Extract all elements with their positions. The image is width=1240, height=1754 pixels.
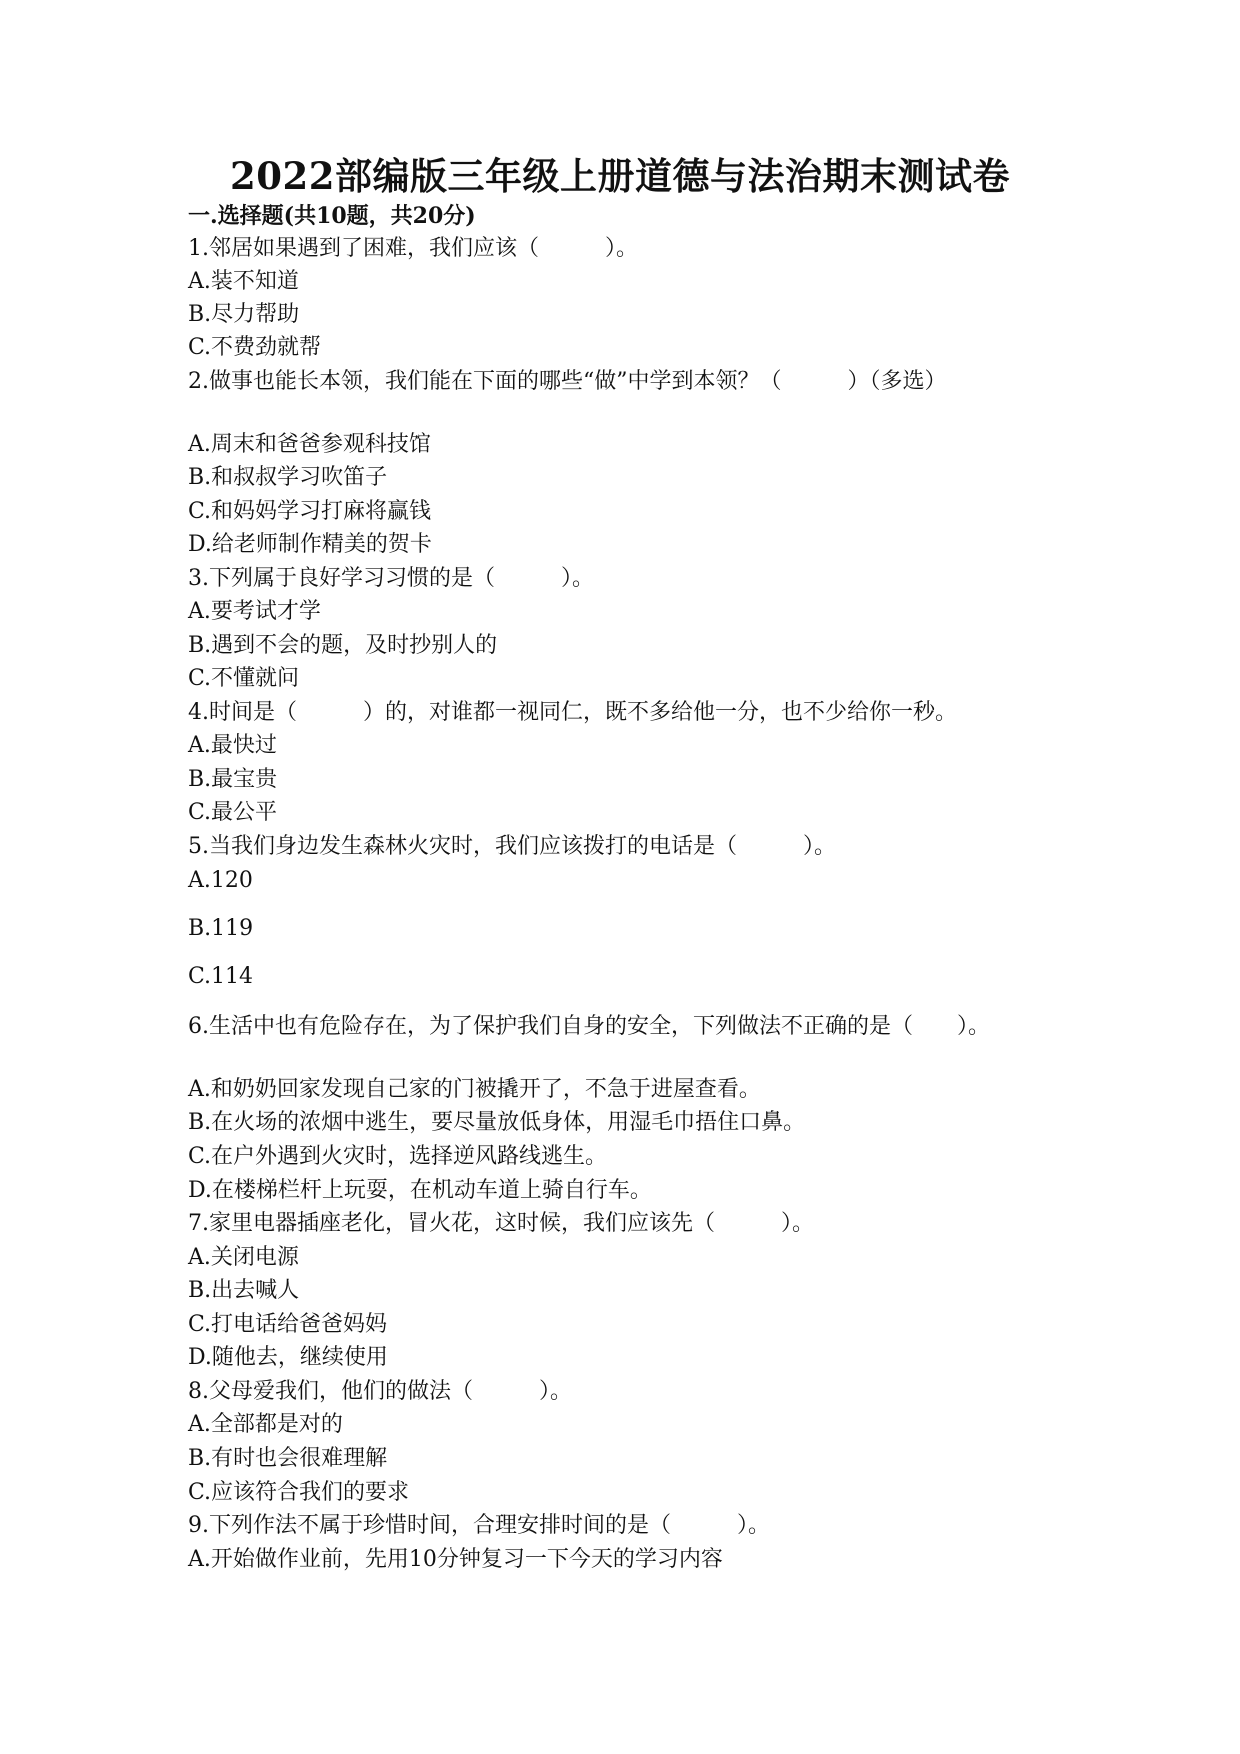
question-9-option-a: A.开始做作业前，先用10分钟复习一下今天的学习内容 <box>188 1547 723 1572</box>
question-2-option-d: D.给老师制作精美的贺卡 <box>188 532 432 557</box>
question-5-option-c: C.114 <box>188 964 254 989</box>
question-6-option-b: B.在火场的浓烟中逃生，要尽量放低身体，用湿毛巾捂住口鼻。 <box>188 1110 806 1135</box>
question-3-option-b: B.遇到不会的题，及时抄别人的 <box>188 633 498 658</box>
question-9-stem: 9.下列作法不属于珍惜时间，合理安排时间的是（ ）。 <box>188 1513 770 1538</box>
question-3-option-a: A.要考试才学 <box>188 599 321 624</box>
question-4-option-c: C.最公平 <box>188 800 278 825</box>
question-5-option-a: A.120 <box>188 868 253 893</box>
question-1-option-c: C.不费劲就帮 <box>188 335 322 360</box>
question-8-option-c: C.应该符合我们的要求 <box>188 1480 410 1505</box>
question-3-stem: 3.下列属于良好学习习惯的是（ ）。 <box>188 566 594 591</box>
question-8-option-a: A.全部都是对的 <box>188 1412 343 1437</box>
question-4-option-a: A.最快过 <box>188 733 277 758</box>
question-4-option-b: B.最宝贵 <box>188 767 278 792</box>
question-1-option-b: B.尽力帮助 <box>188 302 300 327</box>
question-2-option-b: B.和叔叔学习吹笛子 <box>188 465 388 490</box>
question-7-option-a: A.关闭电源 <box>188 1245 299 1270</box>
question-7-option-b: B.出去喊人 <box>188 1278 300 1303</box>
question-5-stem: 5.当我们身边发生森林火灾时，我们应该拨打的电话是（ ）。 <box>188 834 836 859</box>
question-8-option-b: B.有时也会很难理解 <box>188 1446 388 1471</box>
question-6-option-c: C.在户外遇到火灾时，选择逆风路线逃生。 <box>188 1144 608 1169</box>
question-8-stem: 8.父母爱我们，他们的做法（ ）。 <box>188 1379 572 1404</box>
question-2-stem: 2.做事也能长本领，我们能在下面的哪些“做”中学到本领？（ ）（多选） <box>188 369 947 394</box>
question-7-option-d: D.随他去，继续使用 <box>188 1345 388 1370</box>
question-1-option-a: A.装不知道 <box>188 269 299 294</box>
page-title: 2022部编版三年级上册道德与法治期末测试卷 <box>230 154 1010 198</box>
question-6-option-d: D.在楼梯栏杆上玩耍，在机动车道上骑自行车。 <box>188 1178 652 1203</box>
question-2-option-a: A.周末和爸爸参观科技馆 <box>188 432 431 457</box>
question-5-option-b: B.119 <box>188 916 254 941</box>
question-6-option-a: A.和奶奶回家发现自己家的门被撬开了，不急于进屋查看。 <box>188 1077 761 1102</box>
question-6-stem: 6.生活中也有危险存在，为了保护我们自身的安全，下列做法不正确的是（ ）。 <box>188 1014 990 1039</box>
question-7-option-c: C.打电话给爸爸妈妈 <box>188 1312 388 1337</box>
question-2-option-c: C.和妈妈学习打麻将赢钱 <box>188 499 432 524</box>
question-1-stem: 1.邻居如果遇到了困难，我们应该（ ）。 <box>188 236 638 261</box>
question-3-option-c: C.不懂就问 <box>188 666 300 691</box>
question-7-stem: 7.家里电器插座老化，冒火花，这时候，我们应该先（ ）。 <box>188 1211 814 1236</box>
section-heading: 一.选择题(共10题，共20分) <box>188 203 476 229</box>
question-4-stem: 4.时间是（ ）的，对谁都一视同仁，既不多给他一分，也不少给你一秒。 <box>188 700 957 725</box>
